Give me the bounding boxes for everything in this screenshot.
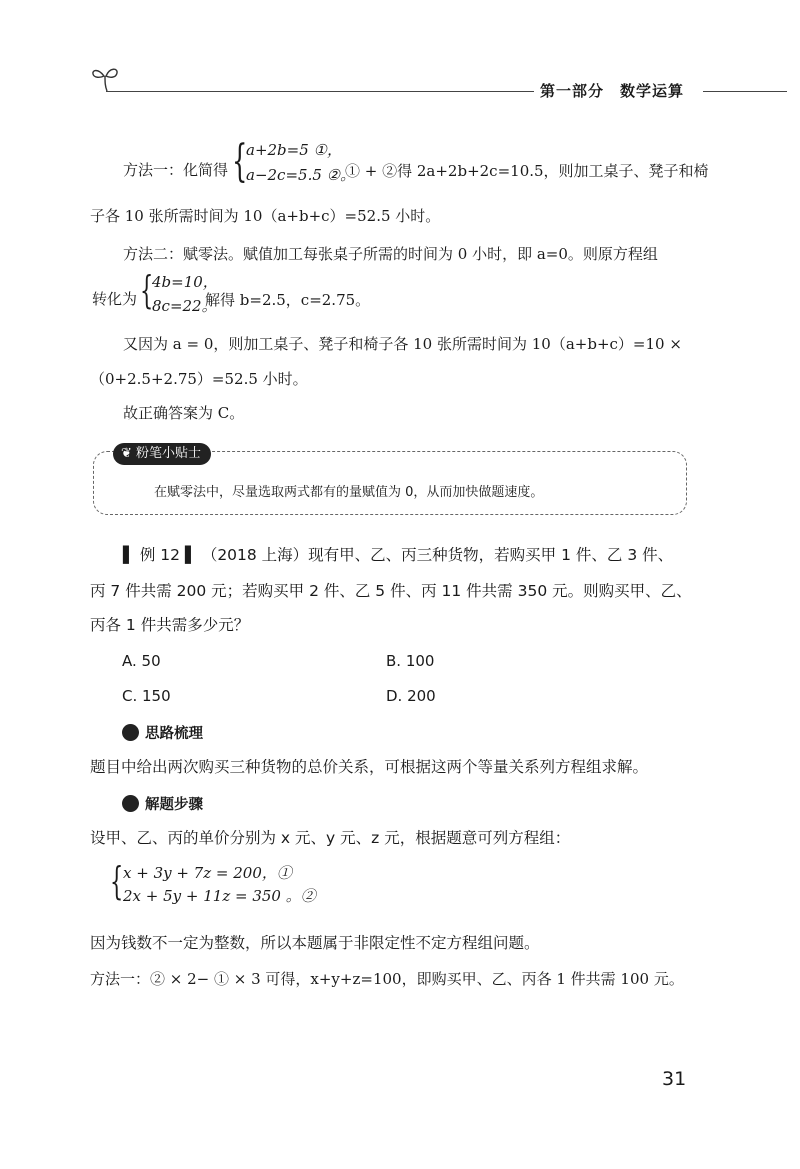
header-rule-right (703, 91, 787, 92)
method1-after: ① + ②得 2a+2b+2c=10.5，则加工桌子、凳子和椅 (345, 162, 709, 180)
example-bracket-icon: ▌ (184, 546, 197, 564)
steps-icon (122, 795, 139, 812)
method2-eq2: 8c=22。 (152, 297, 217, 315)
steps-note: 因为钱数不一定为整数，所以本题属于非限定性不定方程组问题。 (90, 934, 540, 952)
method2-after: 解得 b=2.5，c=2.75。 (205, 291, 371, 309)
tip-badge-label: 粉笔小贴士 (136, 446, 202, 461)
since-line2: （0+2.5+2.75）=52.5 小时。 (90, 370, 308, 388)
steps-eq1: x + 3y + 7z = 200，① (123, 864, 292, 882)
option-c: C. 150 (122, 687, 171, 705)
option-a: A. 50 (122, 652, 161, 670)
method1-brace: { (232, 136, 248, 187)
example-label: 例 12 (139, 546, 181, 564)
header-section-title: 第一部分 数学运算 (540, 82, 685, 100)
example-text-line1: （2018 上海）现有甲、乙、丙三种货物，若购买甲 1 件、乙 3 件、 (201, 546, 674, 564)
steps-heading: 解题步骤 (145, 797, 203, 813)
method1-eq2: a−2c=5.5 ②。 (246, 166, 356, 184)
method2-line1: 方法二：赋零法。赋值加工每张桌子所需的时间为 0 小时，即 a=0。则原方程组 (123, 245, 658, 263)
method1-label: 方法一：化简得 (123, 161, 229, 179)
method1-eq1: a+2b=5 ①， (246, 141, 342, 159)
page-number: 31 (662, 1068, 687, 1090)
method1-continuation: 子各 10 张所需时间为 10（a+b+c）=52.5 小时。 (90, 207, 441, 225)
tip-text: 在赋零法中，尽量选取两式都有的量赋值为 0，从而加快做题速度。 (154, 485, 544, 500)
option-b: B. 100 (386, 652, 435, 670)
since-line1: 又因为 a = 0，则加工桌子、凳子和椅子各 10 张所需时间为 10（a+b+c）=10 × (123, 335, 682, 353)
answer-text: 故正确答案为 C。 (123, 404, 245, 422)
method2-brace: { (140, 268, 154, 312)
header-rule-left (106, 91, 534, 92)
example-line3: 丙各 1 件共需多少元？ (90, 616, 250, 634)
steps-brace: { (110, 859, 124, 903)
example-line2: 丙 7 件共需 200 元；若购买甲 2 件、乙 5 件、丙 11 件共需 350 元。则购买甲、乙、 (90, 582, 692, 600)
steps-eq2: 2x + 5y + 11z = 350 。② (123, 887, 316, 905)
tip-badge (113, 443, 211, 465)
option-d: D. 200 (386, 687, 436, 705)
analysis-icon (122, 724, 139, 741)
analysis-text: 题目中给出两次购买三种货物的总价关系，可根据这两个等量关系列方程组求解。 (90, 758, 649, 776)
steps-intro: 设甲、乙、丙的单价分别为 x 元、y 元、z 元，根据题意可列方程组： (90, 829, 571, 847)
steps-method1: 方法一：② × 2− ① × 3 可得，x+y+z=100，即购买甲、乙、丙各 1 件共需 100 元。 (90, 970, 684, 988)
analysis-heading: 思路梳理 (145, 726, 203, 742)
method2-prefix: 转化为 (92, 290, 138, 308)
example-bracket-icon: ▌ (123, 546, 135, 564)
method2-eq1: 4b=10， (152, 273, 218, 291)
example-line1 (123, 545, 673, 565)
sprout-icon: ❦ (121, 446, 137, 461)
